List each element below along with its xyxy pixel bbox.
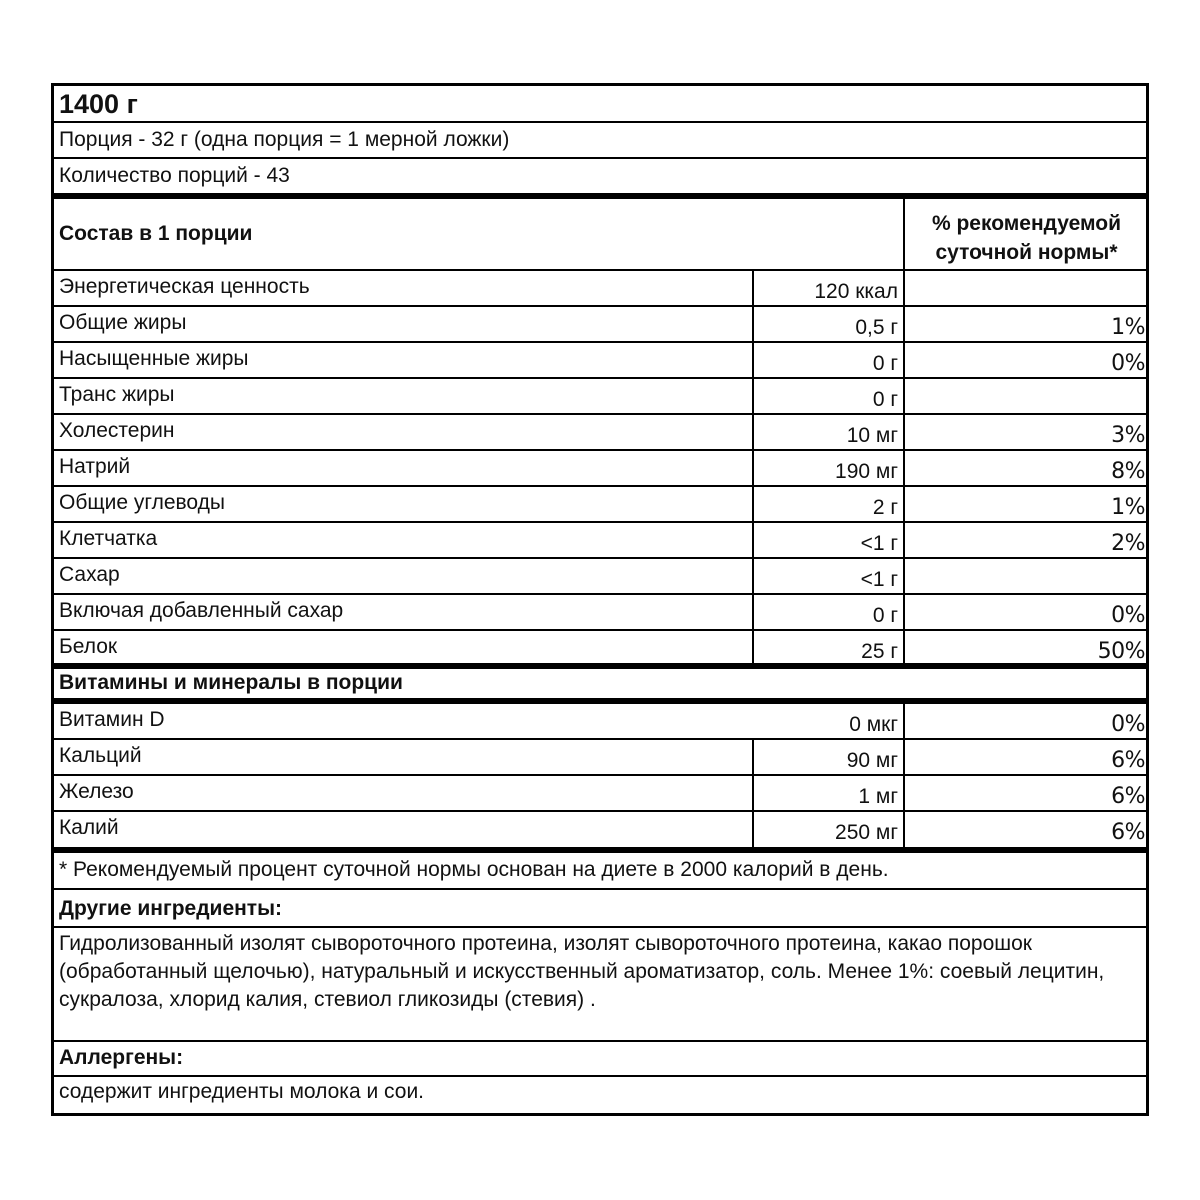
nutrient-amount: 0 г	[872, 604, 898, 627]
vitamin-name: Кальций	[59, 744, 142, 767]
nutrient-amount: 0 г	[872, 352, 898, 375]
allergens-header-row	[54, 1042, 1146, 1077]
ingredients-header-row	[54, 890, 1146, 928]
serving-size-row	[54, 123, 1146, 159]
composition-header-row	[54, 199, 1146, 271]
nutrient-dv: 0%	[1111, 351, 1145, 376]
column-divider	[752, 307, 754, 341]
vitamin-dv: 6%	[1111, 820, 1145, 845]
column-divider	[752, 415, 754, 449]
footnote-row	[54, 853, 1146, 890]
nutrient-dv: 1%	[1111, 315, 1145, 340]
vitamin-row	[54, 704, 1146, 740]
nutrient-row	[54, 523, 1146, 559]
nutrient-name: Включая добавленный сахар	[59, 599, 344, 622]
vitamin-amount: 250 мг	[835, 821, 898, 844]
column-divider	[752, 271, 754, 305]
column-divider	[752, 379, 754, 413]
nutrient-amount: 2 г	[872, 496, 898, 519]
nutrient-row	[54, 451, 1146, 487]
nutrient-name: Клетчатка	[59, 527, 158, 550]
dv-header-line2: суточной нормы*	[935, 241, 1118, 264]
vitamin-dv: 6%	[1111, 748, 1145, 773]
package-weight: 1400 г	[59, 89, 138, 119]
nutrient-name: Насыщенные жиры	[59, 347, 249, 370]
dv-header-line1: % рекомендуемой	[931, 212, 1122, 235]
nutrient-row	[54, 379, 1146, 415]
nutrient-row	[54, 595, 1146, 631]
nutrient-dv: 1%	[1111, 495, 1145, 520]
nutrient-name: Энергетическая ценность	[59, 275, 310, 298]
vitamin-dv-cell	[903, 704, 1148, 738]
servings-count-row	[54, 159, 1146, 199]
vitamin-dv-cell	[903, 812, 1148, 847]
dv-header-cell	[903, 199, 1148, 269]
column-divider	[752, 451, 754, 485]
nutrient-amount: 120 ккал	[814, 280, 898, 303]
nutrient-row	[54, 487, 1146, 523]
allergens-text: содержит ингредиенты молока и сои.	[59, 1080, 425, 1103]
vitamin-amount: 1 мг	[858, 785, 898, 808]
column-divider	[752, 523, 754, 557]
column-divider	[752, 487, 754, 521]
nutrient-amount: 0,5 г	[855, 316, 898, 339]
nutrient-name: Сахар	[59, 563, 120, 586]
nutrient-row	[54, 415, 1146, 451]
nutrient-name: Холестерин	[59, 419, 175, 442]
nutrient-name: Общие жиры	[59, 311, 187, 334]
vitamin-name: Железо	[59, 780, 134, 803]
nutrient-row	[54, 559, 1146, 595]
nutrient-name: Транс жиры	[59, 383, 175, 406]
column-divider	[752, 559, 754, 593]
nutrient-dv-cell	[903, 343, 1148, 377]
nutrient-dv-cell	[903, 631, 1148, 663]
serving-size: Порция - 32 г (одна порция = 1 мерной ложки)	[59, 128, 510, 151]
column-divider	[752, 595, 754, 629]
column-divider	[752, 776, 754, 810]
nutrient-dv-cell	[903, 415, 1148, 449]
nutrient-row	[54, 271, 1146, 307]
nutrient-amount: <1 г	[860, 532, 898, 555]
nutrient-dv-cell	[903, 307, 1148, 341]
vitamin-amount: 0 мкг	[849, 713, 898, 736]
allergens-body-row	[54, 1077, 1146, 1113]
vitamins-title: Витамины и минералы в порции	[59, 671, 403, 694]
nutrient-dv-cell	[903, 271, 1148, 305]
vitamin-name: Калий	[59, 816, 119, 839]
footnote: * Рекомендуемый процент суточной нормы основан на диете в 2000 калорий в день.	[59, 858, 889, 881]
allergens-title: Аллергены:	[59, 1046, 184, 1069]
nutrient-dv-cell	[903, 595, 1148, 629]
column-divider	[752, 343, 754, 377]
vitamin-amount: 90 мг	[846, 749, 898, 772]
column-divider	[752, 740, 754, 774]
vitamin-dv: 0%	[1111, 712, 1145, 737]
nutrient-amount: 10 мг	[846, 424, 898, 447]
nutrition-facts-table	[51, 83, 1149, 1116]
nutrient-dv-cell	[903, 451, 1148, 485]
composition-title: Состав в 1 порции	[59, 222, 253, 245]
nutrient-name: Натрий	[59, 455, 131, 478]
ingredients-text: Гидролизованный изолят сывороточного протеина, изолят сывороточного протеина, какао порошок (обработанный щелочью), натуральный и искусственный ароматизатор, соль. Менее 1%: соевый лецитин, сукралоза, хлорид калия, стевиол гликозиды (стевия) .	[59, 932, 1105, 1011]
ingredients-body-row	[54, 928, 1146, 1042]
vitamin-name: Витамин D	[59, 708, 165, 731]
nutrient-row	[54, 343, 1146, 379]
nutrient-dv-cell	[903, 487, 1148, 521]
nutrient-amount: 190 мг	[835, 460, 898, 483]
nutrient-amount: <1 г	[860, 568, 898, 591]
vitamin-row	[54, 740, 1146, 776]
vitamin-dv-cell	[903, 740, 1148, 774]
nutrient-amount: 0 г	[872, 388, 898, 411]
vitamin-row	[54, 776, 1146, 812]
nutrient-dv: 8%	[1111, 459, 1145, 484]
nutrient-dv: 0%	[1111, 603, 1145, 628]
nutrient-dv: 3%	[1111, 423, 1145, 448]
nutrient-row	[54, 307, 1146, 343]
vitamin-row	[54, 812, 1146, 853]
servings-count: Количество порций - 43	[59, 164, 290, 187]
vitamins-header-row	[54, 664, 1146, 704]
nutrient-dv: 50%	[1097, 639, 1145, 664]
vitamin-dv: 6%	[1111, 784, 1145, 809]
nutrient-dv-cell	[903, 523, 1148, 557]
nutrient-amount: 25 г	[861, 640, 898, 663]
nutrient-dv-cell	[903, 379, 1148, 413]
column-divider	[752, 631, 754, 663]
nutrient-name: Общие углеводы	[59, 491, 226, 514]
vitamin-dv-cell	[903, 776, 1148, 810]
column-divider	[752, 812, 754, 847]
ingredients-title: Другие ингредиенты:	[59, 897, 283, 920]
nutrient-dv: 2%	[1111, 531, 1145, 556]
package-weight-row	[54, 86, 1146, 123]
nutrient-name: Белок	[59, 635, 118, 658]
nutrient-dv-cell	[903, 559, 1148, 593]
